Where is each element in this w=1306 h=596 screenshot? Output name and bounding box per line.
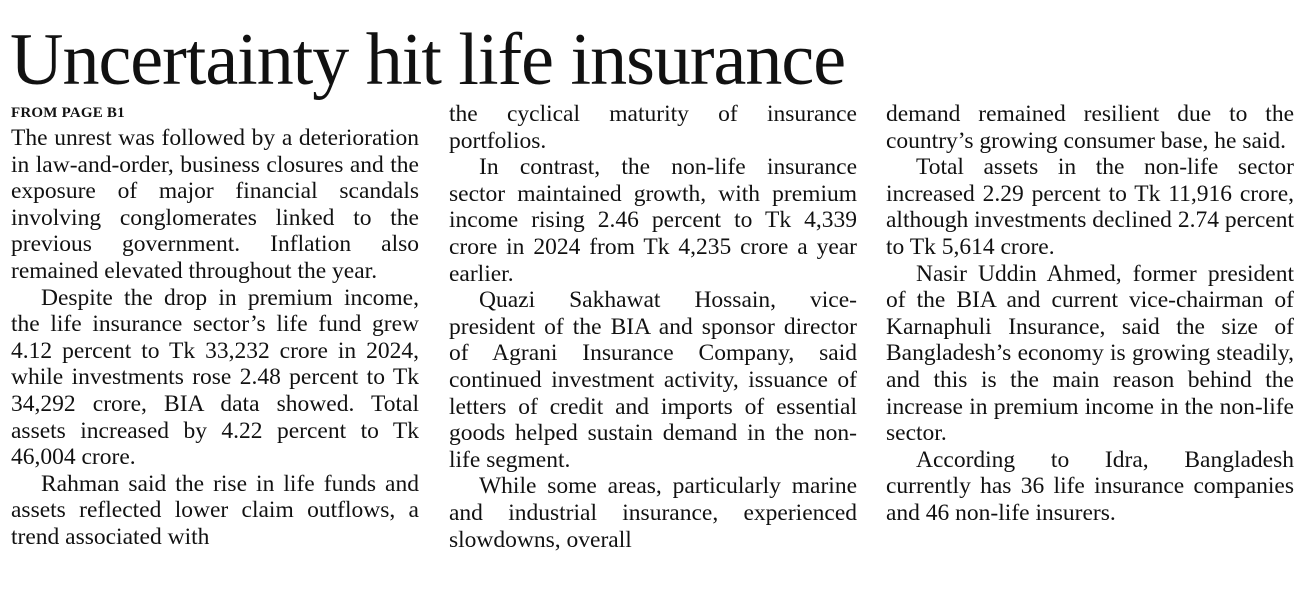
article-column-1 — [11, 101, 419, 551]
paragraph: Despite the drop in premium income, the life insurance sector’s life fund grew 4.12 percent to Tk 33,232 crore in 2024, while investments rose 2.48 percent to Tk 34,292 crore, BIA data showed. Total assets increased by 4.22 percent to Tk 46,004 crore. — [11, 284, 419, 471]
paragraph: Quazi Sakhawat Hossain, vice-president of the BIA and sponsor director of Agrani Insurance Company, said continued investment activity, issuance of letters of credit and imports of essential goods helped sustain demand in the non-life segment. — [449, 287, 857, 473]
continuation-kicker: FROM PAGE B1 — [11, 105, 125, 121]
paragraph: Total assets in the non-life sector increased 2.29 percent to Tk 11,916 crore, although investments declined 2.74 percent to Tk 5,614 crore. — [886, 154, 1294, 260]
article-column-3 — [886, 101, 1294, 527]
paragraph: Rahman said the rise in life funds and assets reflected lower claim outflows, a trend associated with — [11, 470, 419, 550]
paragraph: In contrast, the non-life insurance sector maintained growth, with premium income rising 2.46 percent to Tk 4,339 crore in 2024 from Tk 4,235 crore a year earlier. — [449, 154, 857, 287]
paragraph: Nasir Uddin Ahmed, former president of the BIA and current vice-chairman of Karnaphuli Insurance, said the size of Bangladesh’s economy is growing steadily, and this is the main reason behind the increase in premium income in the non-life sector. — [886, 260, 1294, 447]
paragraph: demand remained resilient due to the country’s growing consumer base, he said. — [886, 101, 1294, 154]
article-column-2 — [449, 101, 857, 553]
paragraph: The unrest was followed by a deterioration in law-and-order, business closures and the exposure of major financial scandals involving conglomerates linked to the previous government. Inflation also remained elevated throughout the year. — [11, 125, 419, 284]
paragraph: According to Idra, Bangladesh currently has 36 life insurance companies and 46 non-life insurers. — [886, 446, 1294, 526]
article-headline: Uncertainty hit life insurance — [10, 19, 846, 101]
paragraph: the cyclical maturity of insurance portfolios. — [449, 101, 857, 154]
paragraph: While some areas, particularly marine and industrial insurance, experienced slowdowns, overall — [449, 473, 857, 553]
